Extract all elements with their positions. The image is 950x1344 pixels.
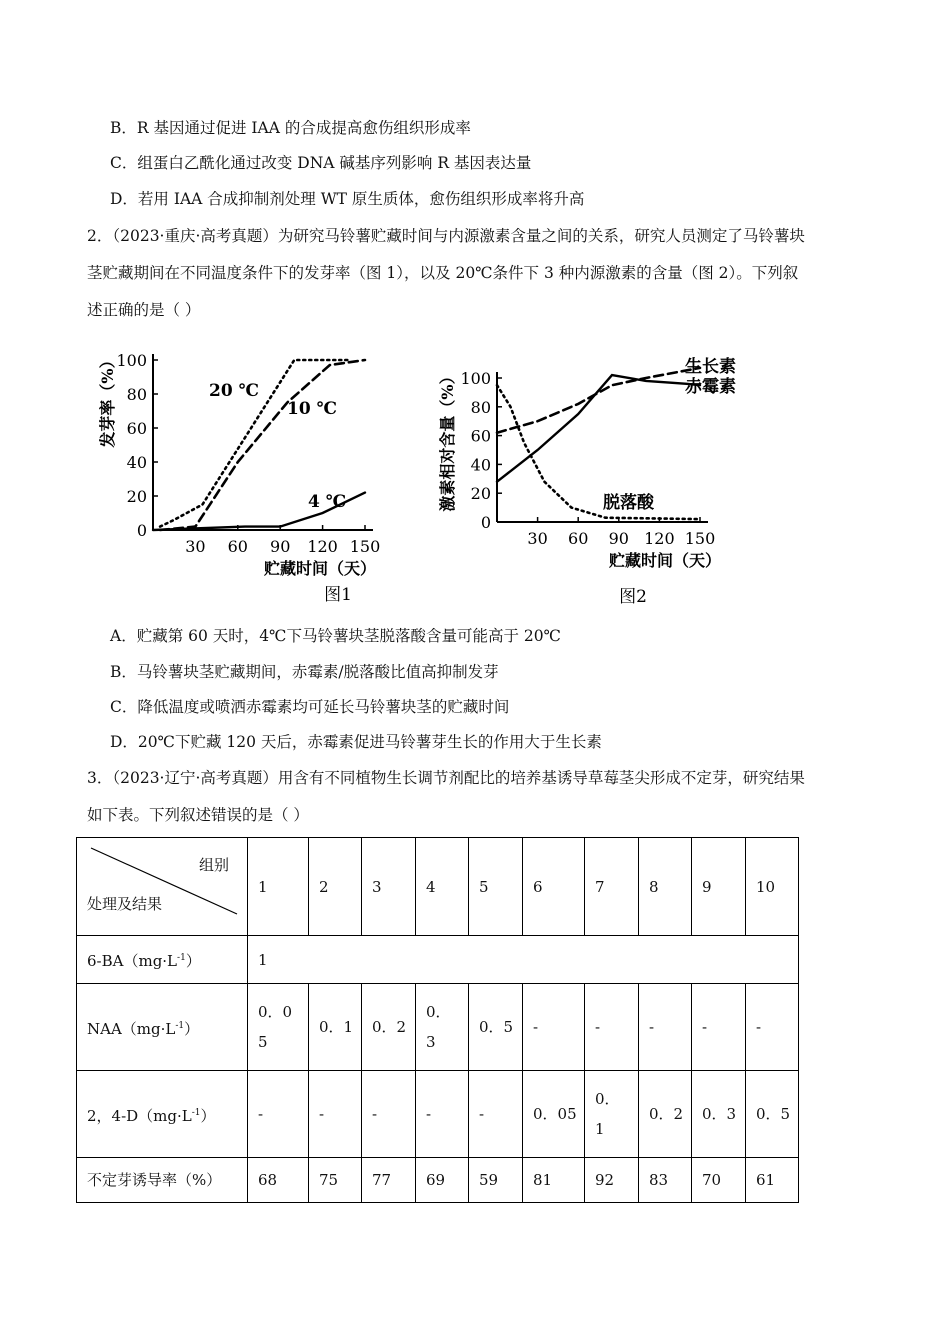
induction-rate-value: 83 [639, 1158, 692, 1203]
x-axis-label: 贮藏时间（天） [263, 559, 377, 578]
x-tick-label: 30 [185, 537, 206, 556]
x-tick-label: 90 [608, 529, 629, 548]
induction-rate-value: 75 [309, 1158, 362, 1203]
row-label-6ba: $6-BA(mg\cdot L^{-1})$ [77, 936, 248, 984]
series-label: 4 ℃ [308, 492, 347, 512]
series-label: 生长素 [685, 357, 736, 377]
x-tick-label: 150 [684, 529, 716, 548]
x-tick-label: 90 [270, 537, 291, 556]
q3-stem-line-1: 3．（2023·辽宁·高考真题）用含有不同植物生长调节剂配比的培养基诱导草莓茎尖形成不定芽，研究结果 [87, 769, 805, 787]
induction-rate-value: 92 [585, 1158, 639, 1203]
q2-option-a: A．贮藏第 60 天时，4℃下马铃薯块茎脱落酸含量可能高于 20℃ [110, 627, 561, 645]
y-axis-label: 激素相对含量（%） [438, 368, 457, 512]
d24-value: - [362, 1071, 416, 1158]
series-line [497, 375, 700, 482]
q1-option-c: C．组蛋白乙酰化通过改变 DNA 碱基序列影响 R 基因表达量 [110, 154, 532, 172]
group-header: 2 [309, 838, 362, 936]
y-tick-label: 100 [116, 351, 147, 370]
figure-2-hormone-chart [435, 340, 765, 615]
series-line [497, 368, 700, 433]
series-label: 20 ℃ [209, 381, 259, 401]
naa-value: 0．1 [309, 984, 362, 1071]
series-label: 脱落酸 [603, 493, 654, 513]
q2-stem-line-2: 茎贮藏期间在不同温度条件下的发芽率（图 1），以及 20℃条件下 3 种内源激素的含量（图 2）。下列叙 [87, 264, 799, 282]
table-row-induction-rate [77, 1158, 799, 1203]
y-tick-label: 0 [480, 513, 491, 532]
series-label: 赤霉素 [685, 377, 736, 397]
group-header: 1 [248, 838, 309, 936]
group-header: 5 [469, 838, 523, 936]
6ba-value: 1 [248, 936, 799, 984]
group-header: 7 [585, 838, 639, 936]
group-header: 8 [639, 838, 692, 936]
group-header: 10 [746, 838, 799, 936]
group-header: 9 [692, 838, 746, 936]
x-tick-label: 120 [307, 537, 338, 556]
table-row-naa [77, 984, 799, 1071]
q2-stem-line-1: 2．（2023·重庆·高考真题）为研究马铃薯贮藏时间与内源激素含量之间的关系，研究人员测定了马铃薯块 [87, 227, 805, 245]
group-header: 4 [416, 838, 469, 936]
d24-value: 0．05 [523, 1071, 585, 1158]
table-header-row [77, 838, 799, 936]
naa-value: 0． 3 [416, 984, 469, 1071]
group-header: 3 [362, 838, 416, 936]
y-tick-label: 80 [470, 397, 491, 417]
y-tick-label: 0 [136, 521, 147, 540]
y-tick-label: 20 [126, 487, 147, 506]
q1-option-d: D．若用 IAA 合成抑制剂处理 WT 原生质体，愈伤组织形成率将升高 [110, 190, 585, 208]
y-tick-label: 40 [126, 453, 147, 472]
naa-value: 0．5 [469, 984, 523, 1071]
naa-value: 0．0 5 [248, 984, 309, 1071]
induction-rate-value: 81 [523, 1158, 585, 1203]
x-tick-label: 120 [644, 529, 675, 548]
d24-value: 0．3 [692, 1071, 746, 1158]
row-label-24d: 2，$4-D(mg\cdot L^{-1})$ [77, 1071, 248, 1158]
induction-rate-value: 61 [746, 1158, 799, 1203]
x-tick-label: 60 [227, 537, 248, 556]
row-label-induction-rate: 不定芽诱导率（%） [77, 1158, 248, 1203]
induction-rate-value: 68 [248, 1158, 309, 1203]
naa-value: - [746, 984, 799, 1071]
x-axis-label: 贮藏时间（天） [608, 551, 722, 570]
header-group-label: 组别 [198, 856, 229, 874]
q2-stem-line-3: 述正确的是（ ） [87, 301, 201, 319]
figure-1-germination-chart [95, 340, 405, 615]
diagonal-header-cell [77, 838, 248, 936]
d24-value: - [416, 1071, 469, 1158]
y-axis-label: 发芽率（%） [98, 352, 117, 448]
x-tick-label: 60 [568, 529, 589, 548]
table-row-6ba [77, 936, 799, 984]
d24-value: - [469, 1071, 523, 1158]
q2-option-b: B．马铃薯块茎贮藏期间，赤霉素/脱落酸比值高抑制发芽 [110, 663, 499, 681]
induction-rate-value: 69 [416, 1158, 469, 1203]
y-tick-label: 100 [460, 369, 491, 388]
results-table [76, 837, 799, 1203]
d24-value: 0．5 [746, 1071, 799, 1158]
x-tick-label: 150 [349, 537, 381, 556]
q2-option-d: D．20℃下贮藏 120 天后，赤霉素促进马铃薯芽生长的作用大于生长素 [110, 733, 602, 751]
naa-value: - [692, 984, 746, 1071]
y-tick-label: 80 [126, 385, 147, 404]
induction-rate-value: 70 [692, 1158, 746, 1203]
d24-value: 0．2 [639, 1071, 692, 1158]
y-tick-label: 40 [470, 455, 491, 475]
chart-title: 图1 [324, 585, 352, 605]
y-tick-label: 20 [470, 484, 491, 504]
y-tick-label: 60 [126, 419, 147, 438]
naa-value: - [639, 984, 692, 1071]
d24-value: 0． 1 [585, 1071, 639, 1158]
header-treatment-label: 处理及结果 [87, 895, 163, 913]
naa-value: - [585, 984, 639, 1071]
y-tick-label: 60 [470, 426, 491, 446]
naa-value: 0．2 [362, 984, 416, 1071]
table-row-24d [77, 1071, 799, 1158]
row-label-naa: $NAA(mg\cdot L^{-1})$ [77, 984, 248, 1071]
series-label: 10 ℃ [287, 399, 337, 419]
d24-value: - [248, 1071, 309, 1158]
group-header: 6 [523, 838, 585, 936]
induction-rate-value: 77 [362, 1158, 416, 1203]
chart-title: 图2 [619, 587, 647, 607]
naa-value: - [523, 984, 585, 1071]
q3-stem-line-2: 如下表。下列叙述错误的是（ ） [87, 806, 309, 824]
induction-rate-value: 59 [469, 1158, 523, 1203]
d24-value: - [309, 1071, 362, 1158]
series-line [497, 385, 700, 519]
q2-option-c: C．降低温度或喷洒赤霉素均可延长马铃薯块茎的贮藏时间 [110, 698, 510, 716]
q1-option-b: B．R 基因通过促进 IAA 的合成提高愈伤组织形成率 [110, 119, 471, 137]
x-tick-label: 30 [527, 529, 548, 548]
